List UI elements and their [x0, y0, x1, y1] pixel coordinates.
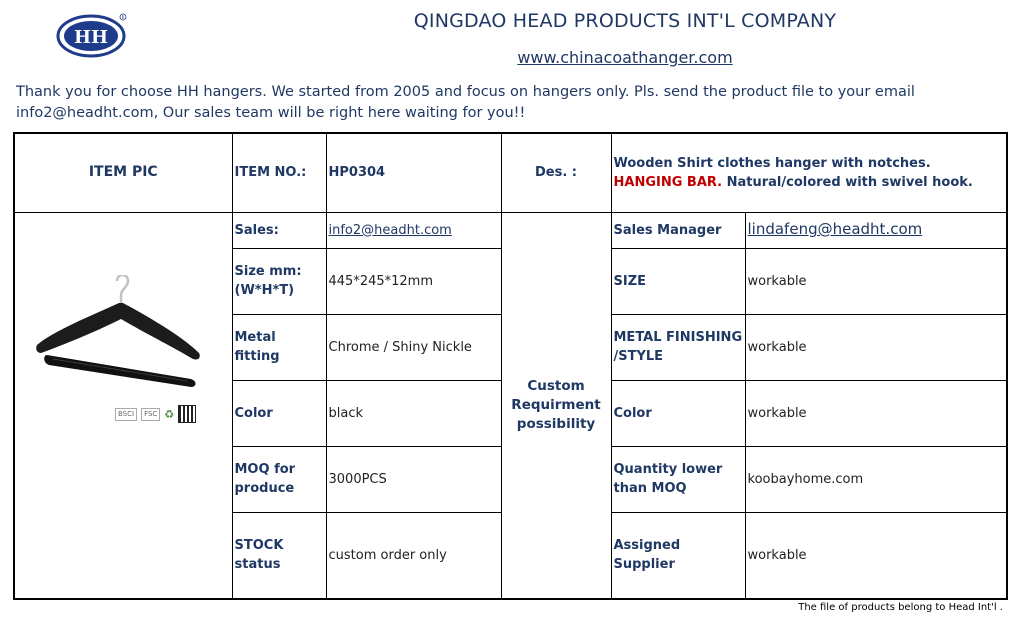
website-link[interactable]: www.chinacoathanger.com [517, 48, 733, 67]
company-name: QINGDAO HEAD PRODUCTS INT'L COMPANY [413, 10, 837, 32]
footer-note: The file of products belong to Head Int'l . [798, 602, 1003, 613]
item-pic-label: ITEM PIC [14, 133, 232, 212]
svg-text:HH: HH [73, 27, 109, 48]
sales-label: Sales: [232, 212, 326, 248]
recycle-icon: ♻ [164, 407, 175, 421]
des-text-2: Natural/colored with swivel hook. [722, 174, 973, 190]
metal-finishing-value: workable [745, 314, 1007, 380]
description [611, 133, 1007, 212]
assigned-supplier-value: workable [745, 512, 1007, 599]
fsc-icon: FSC [141, 408, 160, 421]
des-label: Des. : [501, 133, 611, 212]
assigned-supplier-label: Assigned Supplier [611, 512, 745, 599]
sales-manager-label: Sales Manager [611, 212, 745, 248]
item-picture-cell [14, 212, 232, 599]
company-logo [56, 12, 128, 58]
metal-finishing-label: METAL FINISHING /STYLE [611, 314, 745, 380]
intro-text: Thank you for choose HH hangers. We started from 2005 and focus on hangers only. Pls. send the product file to your email info2@headht.com, Our sales team will be right here waiting for you!! [16, 84, 915, 121]
size-custom-value: workable [745, 248, 1007, 314]
custom-requirement-label: Custom Requirment possibility [501, 212, 611, 599]
des-hanging-bar: HANGING BAR. [613, 174, 723, 190]
color-value: black [326, 380, 501, 446]
table-row [14, 212, 1007, 248]
product-spec-table [13, 132, 1008, 600]
certification-icons [115, 405, 196, 424]
item-no-value: HP0304 [326, 133, 501, 212]
metal-fitting-value: Chrome / Shiny Nickle [326, 314, 501, 380]
moq-label: MOQ for produce [232, 446, 326, 512]
bsci-icon: BSCI [115, 408, 137, 421]
size-custom-label: SIZE [611, 248, 745, 314]
stock-status-label: STOCK status [232, 512, 326, 599]
quantity-lower-value: koobayhome.com [745, 446, 1007, 512]
des-text-1: Wooden Shirt clothes hanger with notches. [613, 155, 931, 171]
svg-text:R: R [121, 15, 125, 20]
stock-status-value: custom order only [326, 512, 501, 599]
sales-manager-email[interactable]: lindafeng@headht.com [745, 212, 1007, 248]
color-label: Color [232, 380, 326, 446]
size-label: Size mm: (W*H*T) [232, 248, 326, 314]
color-custom-label: Color [611, 380, 745, 446]
size-value: 445*245*12mm [326, 248, 501, 314]
moq-value: 3000PCS [326, 446, 501, 512]
header-row [14, 133, 1007, 212]
metal-fitting-label: Metal fitting [232, 314, 326, 380]
item-no-label: ITEM NO.: [232, 133, 326, 212]
qr-code-icon [178, 405, 196, 423]
sales-email[interactable]: info2@headht.com [326, 212, 501, 248]
hanger-image [33, 275, 205, 395]
color-custom-value: workable [745, 380, 1007, 446]
quantity-lower-label: Quantity lower than MOQ [611, 446, 745, 512]
